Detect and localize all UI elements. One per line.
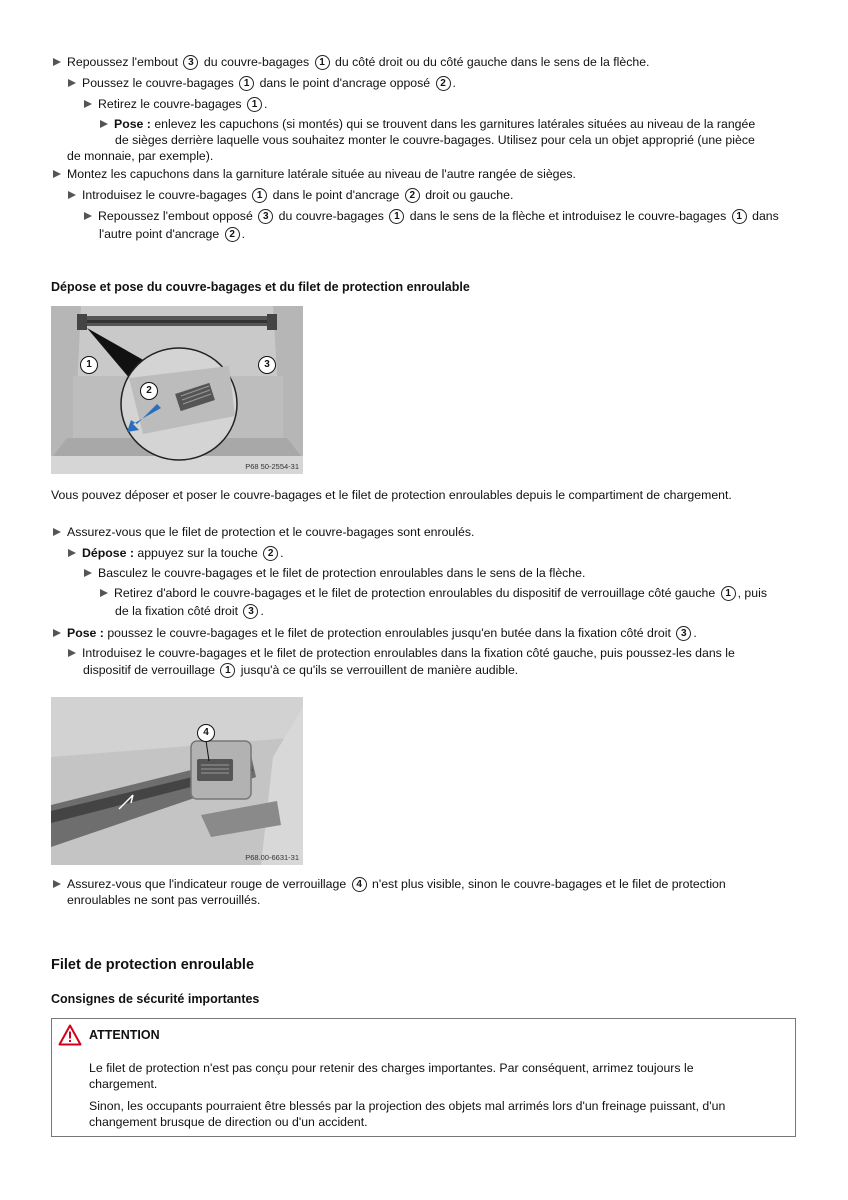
warning-box xyxy=(51,1018,796,1137)
instruction-line-continuation: de sièges derrière laquelle vous souhaitez monter le couvre-bagages. Utilisez pour cela un objet approprié (une pièce xyxy=(115,133,755,147)
instruction-line: Assurez-vous que l'indicateur rouge de verrouillage 4 n'est plus visible, sinon le couvre-bagages et le filet de protection xyxy=(53,876,726,892)
figure-trunk-cover xyxy=(51,306,303,474)
subsection-title: Consignes de sécurité importantes xyxy=(51,992,260,1006)
instruction-line: Dépose : appuyez sur la touche 2 . xyxy=(68,545,284,561)
callout-2: 2 xyxy=(140,382,158,400)
instruction-line-continuation: de monnaie, par exemple). xyxy=(67,149,214,163)
warning-text: Le filet de protection n'est pas conçu pour retenir des charges importantes. Par conséquent, arrimez toujours le xyxy=(89,1061,694,1075)
instruction-line: Pose : enlevez les capuchons (si montés) qui se trouvent dans les garnitures latérales situées au niveau de la rangée xyxy=(100,116,755,132)
lock-indicator-illustration xyxy=(51,697,303,865)
arrow-bullet-icon xyxy=(53,170,61,178)
instruction-line: Basculez le couvre-bagages et le filet de protection enroulables dans le sens de la flèche. xyxy=(84,565,585,581)
callout-number: 2 xyxy=(436,76,451,91)
instruction-line: Repoussez l'embout opposé 3 du couvre-bagages 1 dans le sens de la flèche et introduisez le couvre-bagages 1 dans xyxy=(84,208,779,224)
instruction-line: Introduisez le couvre-bagages 1 dans le point d'ancrage 2 droit ou gauche. xyxy=(68,187,513,203)
arrow-bullet-icon xyxy=(68,649,76,657)
arrow-bullet-icon xyxy=(100,120,108,128)
callout-number: 3 xyxy=(676,626,691,641)
figure-reference: P68.00-6631-31 xyxy=(245,853,299,862)
callout-number: 3 xyxy=(258,209,273,224)
warning-text: Sinon, les occupants pourraient être blessés par la projection des objets mal arrimés lors d'un freinage puissant, d'un xyxy=(89,1099,726,1113)
instruction-line: Pose : poussez le couvre-bagages et le filet de protection enroulables jusqu'en butée dans la fixation côté droit 3 . xyxy=(53,625,697,641)
instruction-line: Retirez le couvre-bagages 1 . xyxy=(84,96,267,112)
arrow-bullet-icon xyxy=(84,212,92,220)
instruction-line: Assurez-vous que le filet de protection et le couvre-bagages sont enroulés. xyxy=(53,524,474,540)
arrow-bullet-icon xyxy=(100,589,108,597)
figure-reference: P68 50-2554-31 xyxy=(245,462,299,471)
warning-title: ATTENTION xyxy=(89,1028,160,1042)
instruction-line-continuation: de la fixation côté droit 3 . xyxy=(115,604,264,618)
warning-text: chargement. xyxy=(89,1077,158,1091)
callout-number: 4 xyxy=(352,877,367,892)
trunk-illustration xyxy=(51,306,303,474)
callout-number: 1 xyxy=(220,663,235,678)
arrow-bullet-icon xyxy=(68,79,76,87)
section-heading: Dépose et pose du couvre-bagages et du filet de protection enroulable xyxy=(51,280,470,294)
warning-triangle-icon xyxy=(58,1024,82,1049)
arrow-bullet-icon xyxy=(68,549,76,557)
arrow-bullet-icon xyxy=(68,191,76,199)
callout-number: 3 xyxy=(183,55,198,70)
callout-number: 1 xyxy=(252,188,267,203)
callout-number: 2 xyxy=(225,227,240,242)
instruction-line: Introduisez le couvre-bagages et le filet de protection enroulables dans la fixation côté gauche, puis poussez-les dans le xyxy=(68,645,735,661)
callout-4: 4 xyxy=(197,724,215,742)
arrow-bullet-icon xyxy=(84,100,92,108)
warning-text: changement brusque de direction ou d'un accident. xyxy=(89,1115,368,1129)
instruction-line: Poussez le couvre-bagages 1 dans le point d'ancrage opposé 2 . xyxy=(68,75,456,91)
callout-3: 3 xyxy=(258,356,276,374)
figure-lock-indicator xyxy=(51,697,303,865)
callout-number: 1 xyxy=(247,97,262,112)
callout-number: 1 xyxy=(721,586,736,601)
callout-number: 1 xyxy=(732,209,747,224)
callout-number: 2 xyxy=(263,546,278,561)
arrow-bullet-icon xyxy=(84,569,92,577)
callout-number: 3 xyxy=(243,604,258,619)
instruction-line-continuation: dispositif de verrouillage 1 jusqu'à ce qu'ils se verrouillent de manière audible. xyxy=(83,663,519,677)
arrow-bullet-icon xyxy=(53,528,61,536)
arrow-bullet-icon xyxy=(53,629,61,637)
arrow-bullet-icon xyxy=(53,58,61,66)
arrow-bullet-icon xyxy=(53,880,61,888)
section-title: Filet de protection enroulable xyxy=(51,957,255,973)
callout-number: 1 xyxy=(389,209,404,224)
instruction-line: Retirez d'abord le couvre-bagages et le filet de protection enroulables du dispositif de verrouillage côté gauche 1 , puis xyxy=(100,585,767,601)
callout-number: 1 xyxy=(315,55,330,70)
callout-number: 1 xyxy=(239,76,254,91)
instruction-line-continuation: enroulables ne sont pas verrouillés. xyxy=(67,893,261,907)
callout-1: 1 xyxy=(80,356,98,374)
instruction-line: Montez les capuchons dans la garniture latérale située au niveau de l'autre rangée de sièges. xyxy=(53,166,576,182)
callout-number: 2 xyxy=(405,188,420,203)
instruction-line: Repoussez l'embout 3 du couvre-bagages 1 du côté droit ou du côté gauche dans le sens de la flèche. xyxy=(53,54,649,70)
instruction-line-continuation: l'autre point d'ancrage 2 . xyxy=(99,227,246,241)
body-paragraph: Vous pouvez déposer et poser le couvre-bagages et le filet de protection enroulables depuis le compartiment de chargement. xyxy=(51,488,732,502)
